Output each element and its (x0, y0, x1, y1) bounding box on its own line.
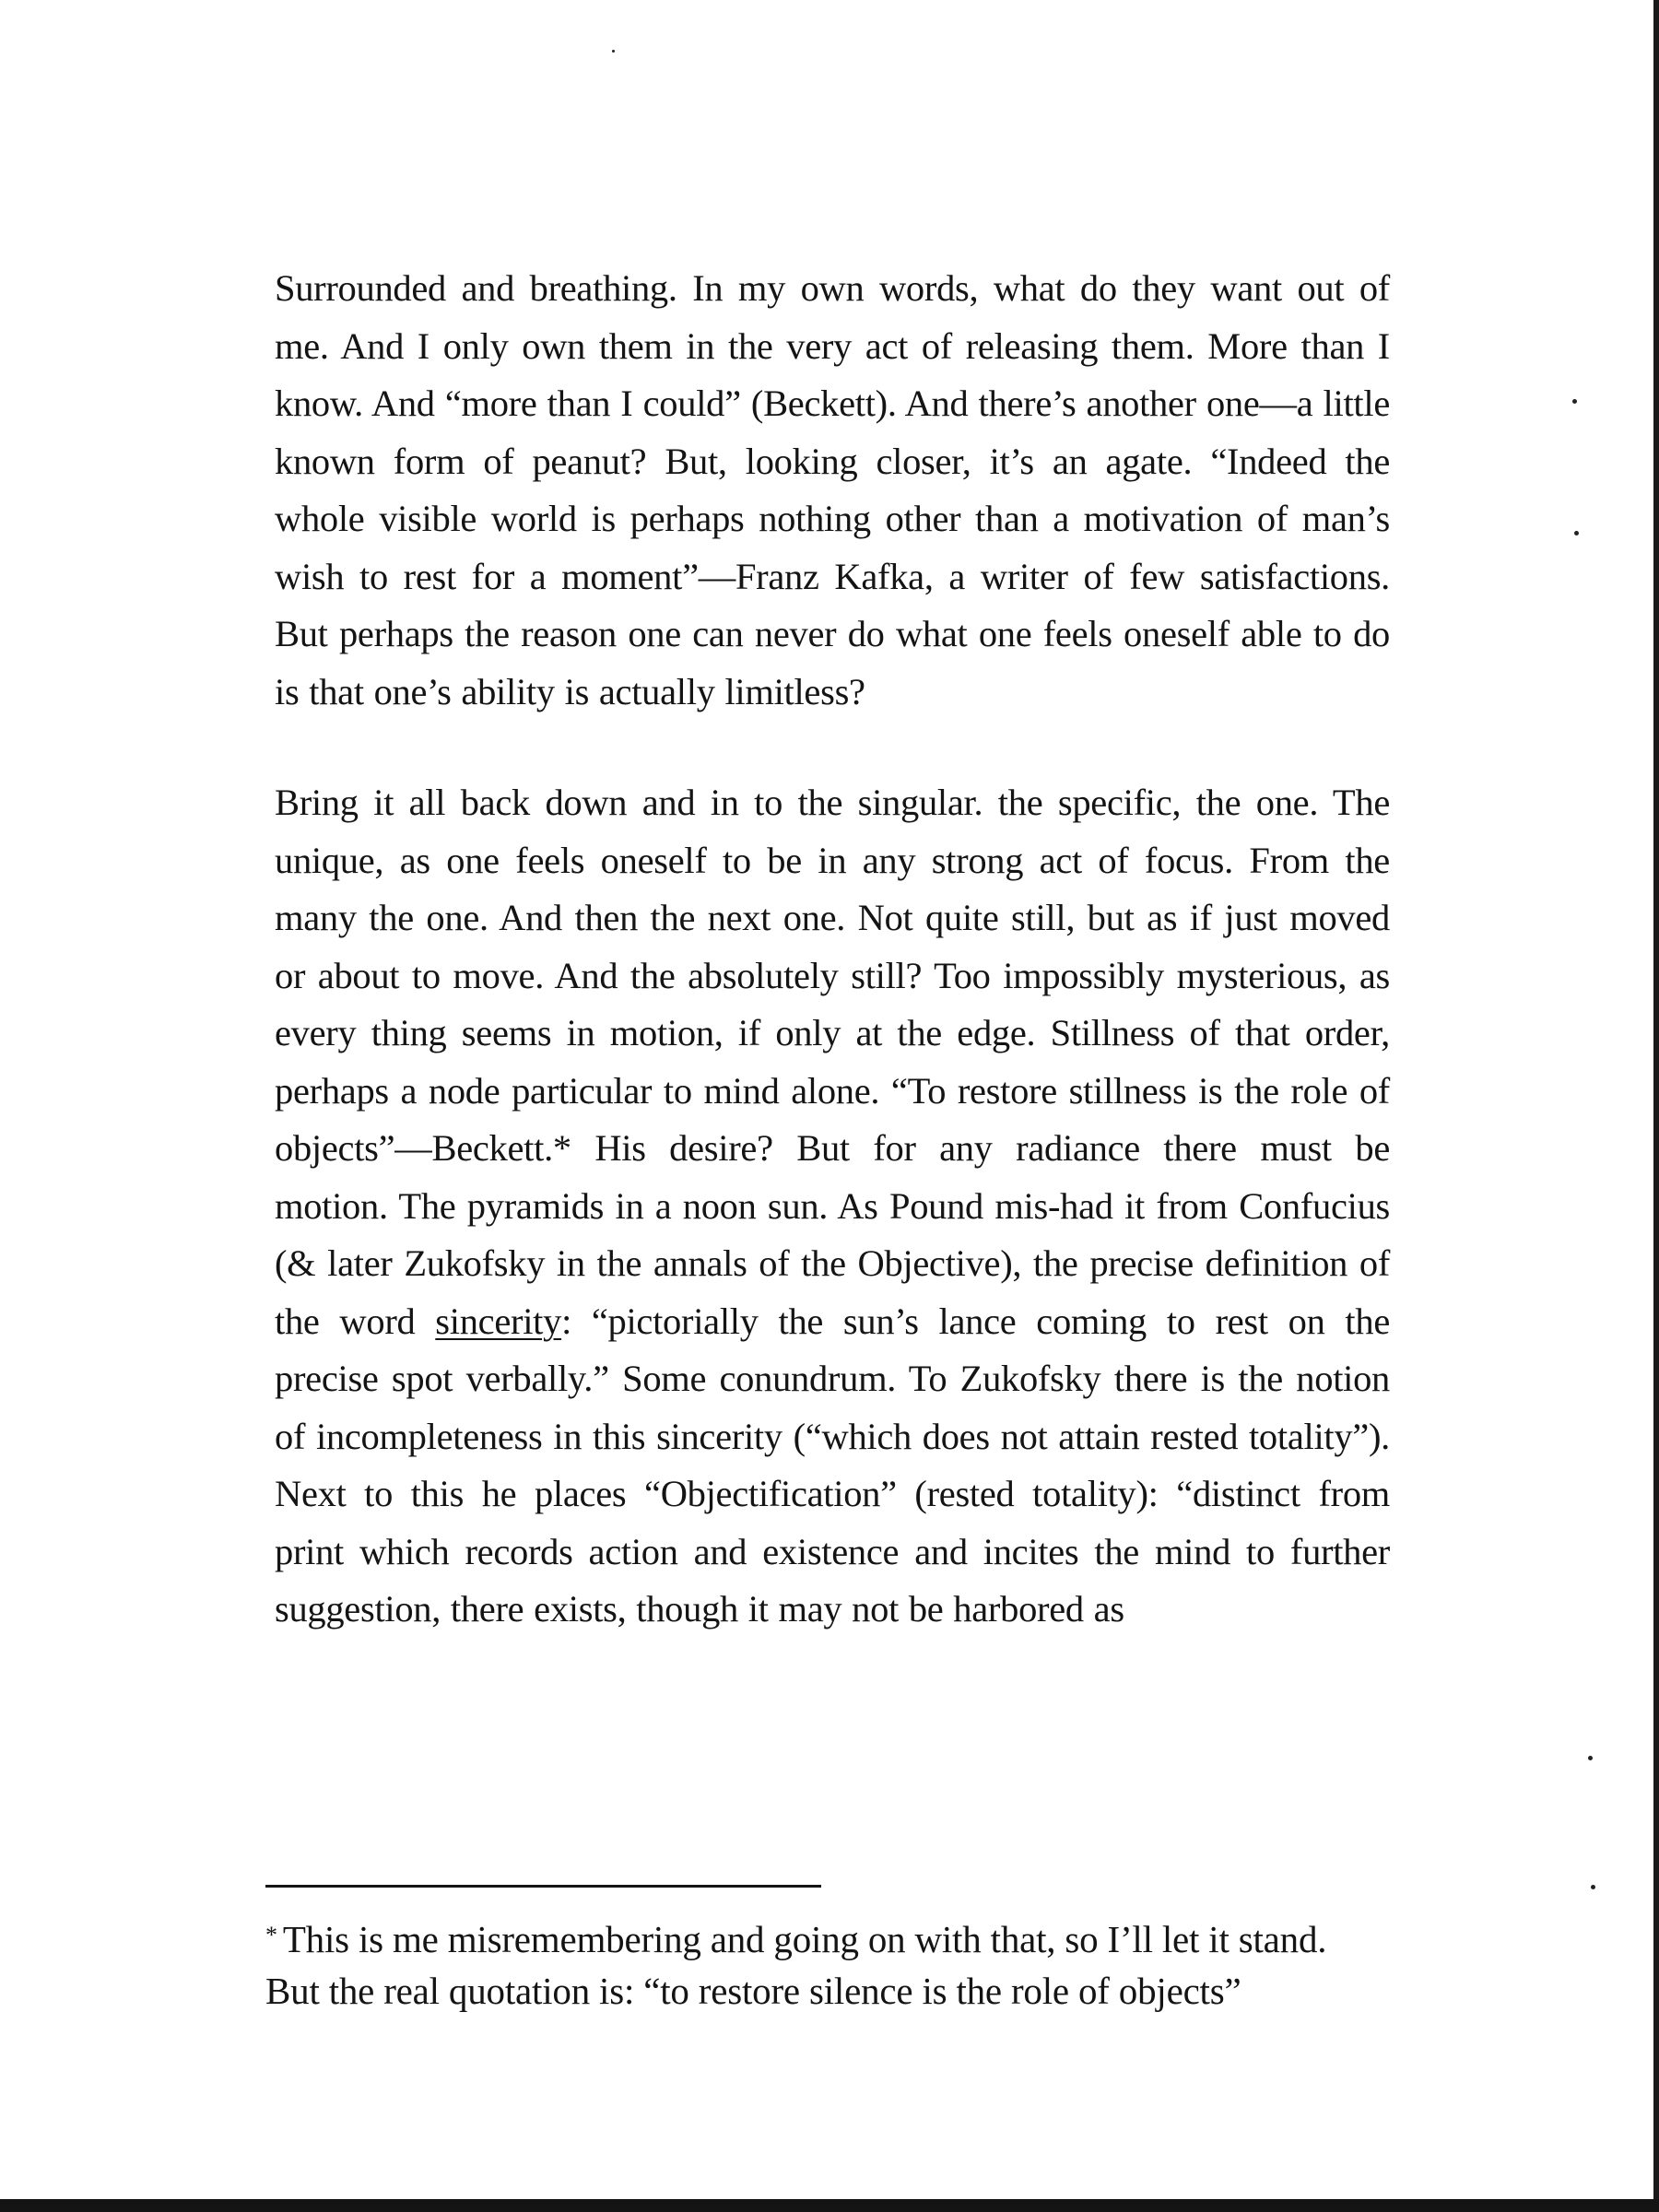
scan-speck (1591, 1885, 1595, 1889)
underlined-word-sincerity: sincerity (435, 1300, 562, 1342)
footnote (265, 1910, 1381, 2017)
footnote-separator-rule (265, 1885, 821, 1888)
footnote-marker: * (265, 1922, 277, 1948)
body-text (275, 260, 1390, 1639)
scan-speck (1588, 1756, 1593, 1760)
paragraph-two (275, 774, 1390, 1639)
footnote-text: This is me misremembering and going on with that, so I’ll let it stand. But the real quotation is: “to restore silence is the role of objects” (265, 1918, 1327, 2012)
paragraph-two-closing: : “pictorially the sun’s lance coming to rest on the precise spot verbally.” Some conundrum. To Zukofsky there is the notion of incompleteness in this sincerity (“which does not attain rested totality”). Next to this he places “Objectification” (rested totality): “distinct from print which records action and existence and incites the mind to further suggestion, there exists, though it may not be harbored as (275, 1300, 1390, 1630)
scan-bottom-edge (0, 2199, 1659, 2212)
paragraph-one: Surrounded and breathing. In my own words, what do they want out of me. And I only own them in the very act of releasing them. More than I know. And “more than I could” (Beckett). And there’s another one—a little known form of peanut? But, looking closer, it’s an agate. “Indeed the whole visible world is perhaps nothing other than a motivation of man’s wish to rest for a moment”—Franz Kafka, a writer of few satisfactions. But perhaps the reason one can never do what one feels oneself able to do is that one’s ability is actually limitless? (275, 267, 1390, 712)
scan-speck (1572, 399, 1577, 404)
paragraph-two-opening: Bring it all back down and in to the singular. the specific, the one. The unique, as one feels oneself to be in any strong act of focus. From the many the one. And then the next one. Not quite still, but as if just moved or about to move. And the absolutely still? Too impossibly mysterious, as every thing seems in motion, if only at the edge. Stillness of that order, perhaps a node particular to mind alone. “To restore stillness is the role of objects”—Beckett.* His desire? But for any radiance there must be motion. The pyramids in a noon sun. As Pound mis-had it from Confucius (& later Zukofsky in the annals of the Objective), the precise definition of the word (275, 782, 1390, 1342)
scan-speck (612, 50, 615, 53)
scan-right-edge (1653, 0, 1659, 2212)
scan-speck (1574, 531, 1579, 535)
